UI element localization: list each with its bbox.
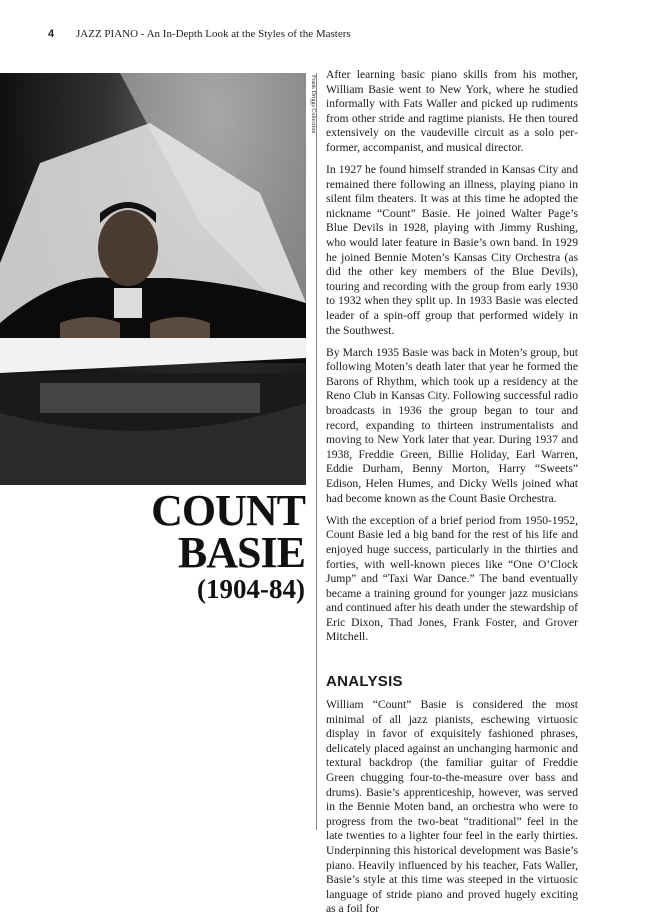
artist-name [151, 486, 305, 577]
analysis-paragraph: William “Count” Basie is considered the most minimal of all jazz pianists, eschewing virtuosic display in favor of exquisitely fashioned phrases, delicately placed against an unchanging harmonic and textural backdrop (the familiar guitar of Freddie Green chugging four-to-the-measure over bass and drums). Basie’s apprenticeship, however, was served in the Bennie Moten band, an orchestra who were to progress from the two-beat “traditional” feel in the late twenties to a lighter four feel in the early thirties. Underpinning this historical development was Basie’s piano. Heavily influenced by his teacher, Fats Waller, Basie’s style at this time was steeped in the virtuosic language of stride piano and proved hugely exciting as a foil for [326, 698, 578, 916]
paragraph: In 1927 he found himself stranded in Kansas City and remained there following an illness, playing piano in silent film theaters. It was at this time he adopted the nickname “Count” Basie. He joined Walter Page’s Blue Devils in 1928, playing with Jimmy Rushing, who would later feature in Basie’s own band. In 1929 he joined Bennie Moten’s Kansas City Orchestra (as did the other key members of the Blue Devils), touring and recording with the group from early 1930 to 1932 when they split up. In 1933 Basie was elected leader of a spin-off group that performed widely in the Southwest. [326, 163, 578, 337]
count-basie-photo [0, 73, 306, 485]
analysis-heading: ANALYSIS [326, 673, 403, 691]
photo-illustration [0, 73, 306, 485]
paragraph: By March 1935 Basie was back in Moten’s group, but following Moten’s death later that year he formed the Barons of Rhythm, which took up a residency at the Reno Club in Kansas City. Following successful radio broadcasts in 1936 the group began to tour and record, expanding to thirteen instrumentalists and moving to New York later that year. During 1937 and 1938, Freddie Green, Billie Holiday, Earl Warren, Eddie Durham, Benny Morton, Harry “Sweets” Edison, Helen Humes, and Dicky Wells joined what had become known as the Count Basie Orchestra. [326, 345, 578, 505]
photo-credit: Frank Driggs Collection [310, 75, 316, 134]
artist-years: (1904-84) [197, 574, 305, 604]
artist-name-line2: BASIE [177, 528, 305, 577]
body-column [326, 68, 578, 924]
paragraph: After learning basic piano skills from his mother, William Basie went to New York, where he studied informally with Fats Waller and picked up rudiments from other stride and ragtime pianists. He then toured extensively on the vaudeville circuit as a solo performer, accompanist, and musical director. [326, 68, 578, 154]
paragraph: With the exception of a brief period from 1950-1952, Count Basie led a big band for the rest of his life and enjoyed huge success, particularly in the thirties and forties, with well-known pieces like “One O’Clock Jump” and “Taxi War Dance.” The band eventually became a training ground for younger jazz musicians and continued after his death under the stewardship of Eric Dixon, Thad Jones, Frank Foster, and Grover Mitchell. [326, 513, 578, 644]
column-divider [316, 73, 317, 830]
running-header: JAZZ PIANO - An In-Depth Look at the Styles of the Masters [76, 28, 351, 40]
artist-name-line1: COUNT [151, 486, 305, 535]
page-number: 4 [48, 28, 55, 40]
